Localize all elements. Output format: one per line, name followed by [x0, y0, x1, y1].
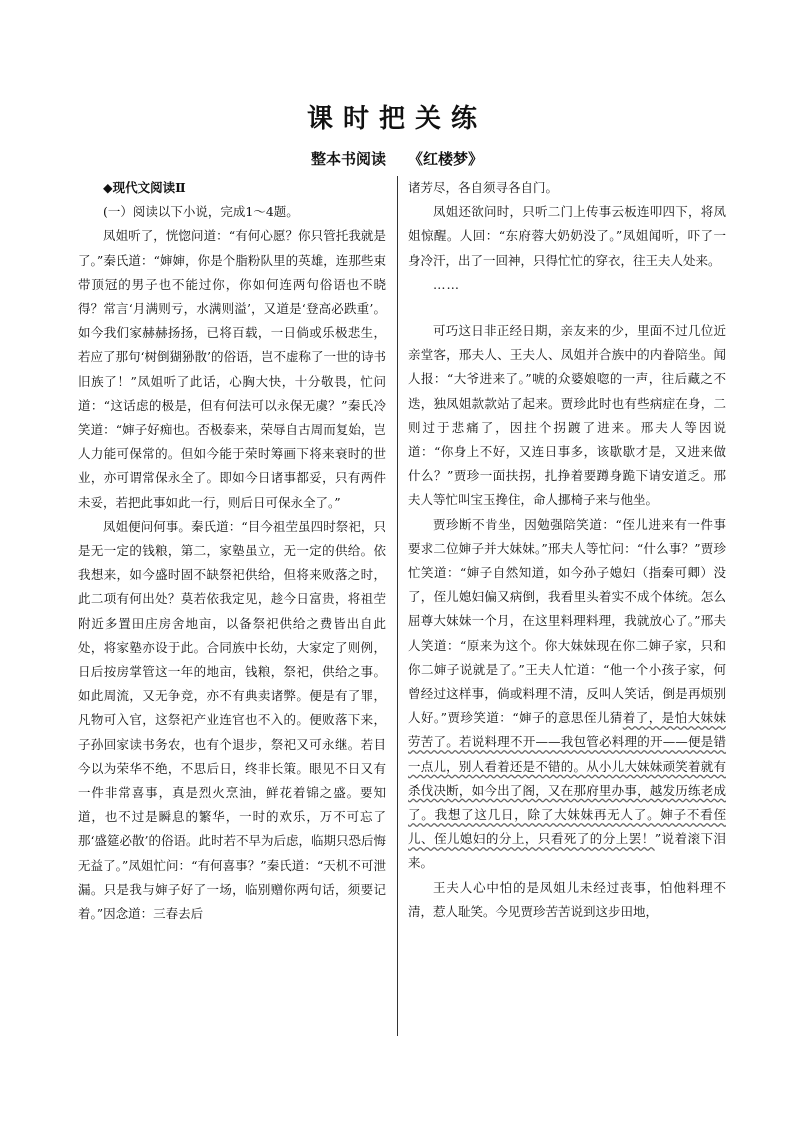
subtitle-left: 整本书阅读 [310, 150, 386, 168]
ellipsis: …… [433, 276, 460, 292]
section-heading: ◆现代文阅读Ⅱ [103, 180, 186, 195]
passage-paragraph: 王夫人心中怕的是凤姐儿未经过丧事，怕他料理不清，惹人耻笑。今见贾珍苦苦说到这步田地， [408, 879, 726, 919]
wavy-underlined-text: 着了，是怕大妹妹劳苦了。若说料理不开——我包管必料理的开——便是错一点儿，别人看着还是不错的。从小儿大妹妹顽笑着就有杀伐决断，如今出了阁，又在那府里办事，越发历练老成了。我想了这几日，除了大妹妹再无人了。婶子不看侄儿、侄儿媳妇的分上，只看死了的分上罢！ [408, 710, 726, 847]
page-subtitle [0, 148, 794, 169]
page-title: 课时把关练 [306, 104, 487, 134]
passage-paragraph: 凤姐听了，恍惚问道：“有何心愿？你只管托我就是了。”秦氏道：“婶婶，你是个脂粉队里的英雄，连那些束带顶冠的男子也不能过你，你如何连两句俗语也不晓得？常言‘月满则亏，水满则溢’，又道是‘登高必跌重’。如今我们家赫赫扬扬，已将百载，一日倘或乐极悲生，若应了那句‘树倒猢狲散’的俗语，岂不虚称了一世的诗书旧族了！”凤姐听了此话，心胸大快，十分敬畏，忙问道：“这话虑的极是，但有何法可以永保无虞？”秦氏冷笑道：“婶子好痴也。否极泰来，荣辱自古周而复始，岂人力能可保常的。但如今能于荣时筹画下将来衰时的世业，亦可谓常保永全了。即如今日诸事都妥，只有两件未妥，若把此事如此一行，则后日可保永全了。” [78, 228, 386, 510]
paragraph-text: 贾珍断不肯坐，因勉强陪笑道：“侄儿进来有一件事要求二位婶子并大妹妹。”邢夫人等忙问：“什么事？”贾珍忙笑道：“婶子自然知道，如今孙子媳妇（指秦可卿）没了，侄儿媳妇偏又病倒，我看里头着实不成个体统。怎么屈尊大妹妹一个月，在这里料理料理，我就放心了。”邢夫人笑道：“原来为这个。你大妹妹现在你二婶子家，只和你二婶子说就是了。”王夫人忙道：“他一个小孩子家，何曾经过这样事，倘或料理不清，反叫人笑话，倒是再烦别人好。”贾珍笑道：“婶子的意思侄儿猜 [408, 516, 726, 726]
passage-paragraph: 凤姐还欲问时，只听二门上传事云板连叩四下，将凤姐惊醒。人回：“东府蓉大奶奶没了。”凤姐闻听，吓了一身冷汗，出了一回神，只得忙忙的穿衣，往王夫人处来。 [408, 204, 726, 268]
passage-continuation: 诸芳尽，各自须寻各自门。 [408, 180, 559, 195]
passage-paragraph [408, 513, 726, 876]
column-divider [397, 176, 398, 1036]
passage-paragraph: 凤姐便问何事。秦氏道：“目今祖茔虽四时祭祀，只是无一定的钱粮，第二，家塾虽立，无一定的供给。依我想来，如今盛时固不缺祭祀供给，但将来败落之时，此二项有何出处？莫若依我定见，趁今日富贵，将祖茔附近多置田庄房舍地亩，以备祭祀供给之费皆出自此处，将家塾亦设于此。合同族中长幼，大家定了则例，日后按房掌管这一年的地亩，钱粮，祭祀，供给之事。如此周流，又无争竞，亦不有典卖诸弊。便是有了罪，凡物可入官，这祭祀产业连官也不入的。便败落下来，子孙回家读书务农，也有个退步，祭祀又可永继。若目今以为荣华不绝，不思后日，终非长策。眼见不日又有一件非常喜事，真是烈火烹油，鲜花着锦之盛。要知道，也不过是瞬息的繁华，一时的欢乐，万不可忘了那‘盛筵必散’的俗语。此时若不早为后虑，临期只恐后悔无益了。”凤姐忙问：“有何喜事？”秦氏道：“天机不可泄漏。只是我与婶子好了一场，临别赠你两句话，须要记着。”因念道：三春去后 [78, 518, 386, 922]
passage-paragraph: 可巧这日非正经日期，亲友来的少，里面不过几位近亲堂客，邢夫人、王夫人、凤姐并合族中的内眷陪坐。闻人报：“大爷进来了。”唬的众婆娘唿的一声，往后藏之不迭，独凤姐款款站了起来。贾珍此时也有些病症在身，二则过于悲痛了，因拄个拐踱了进来。邢夫人等因说道：“你身上不好，又连日事多，该歇歇才是，又进来做什么？”贾珍一面扶拐，扎挣着要蹲身跪下请安道乏。邢夫人等忙叫宝玉搀住，命人挪椅子来与他坐。 [408, 323, 726, 508]
question-instruction: (一）阅读以下小说，完成1～4题。 [103, 204, 299, 220]
subtitle-right: 《红楼梦》 [408, 150, 484, 168]
paragraph-text: ”说着滚下泪来。 [408, 831, 726, 871]
right-column [408, 176, 726, 924]
left-column [78, 176, 386, 926]
